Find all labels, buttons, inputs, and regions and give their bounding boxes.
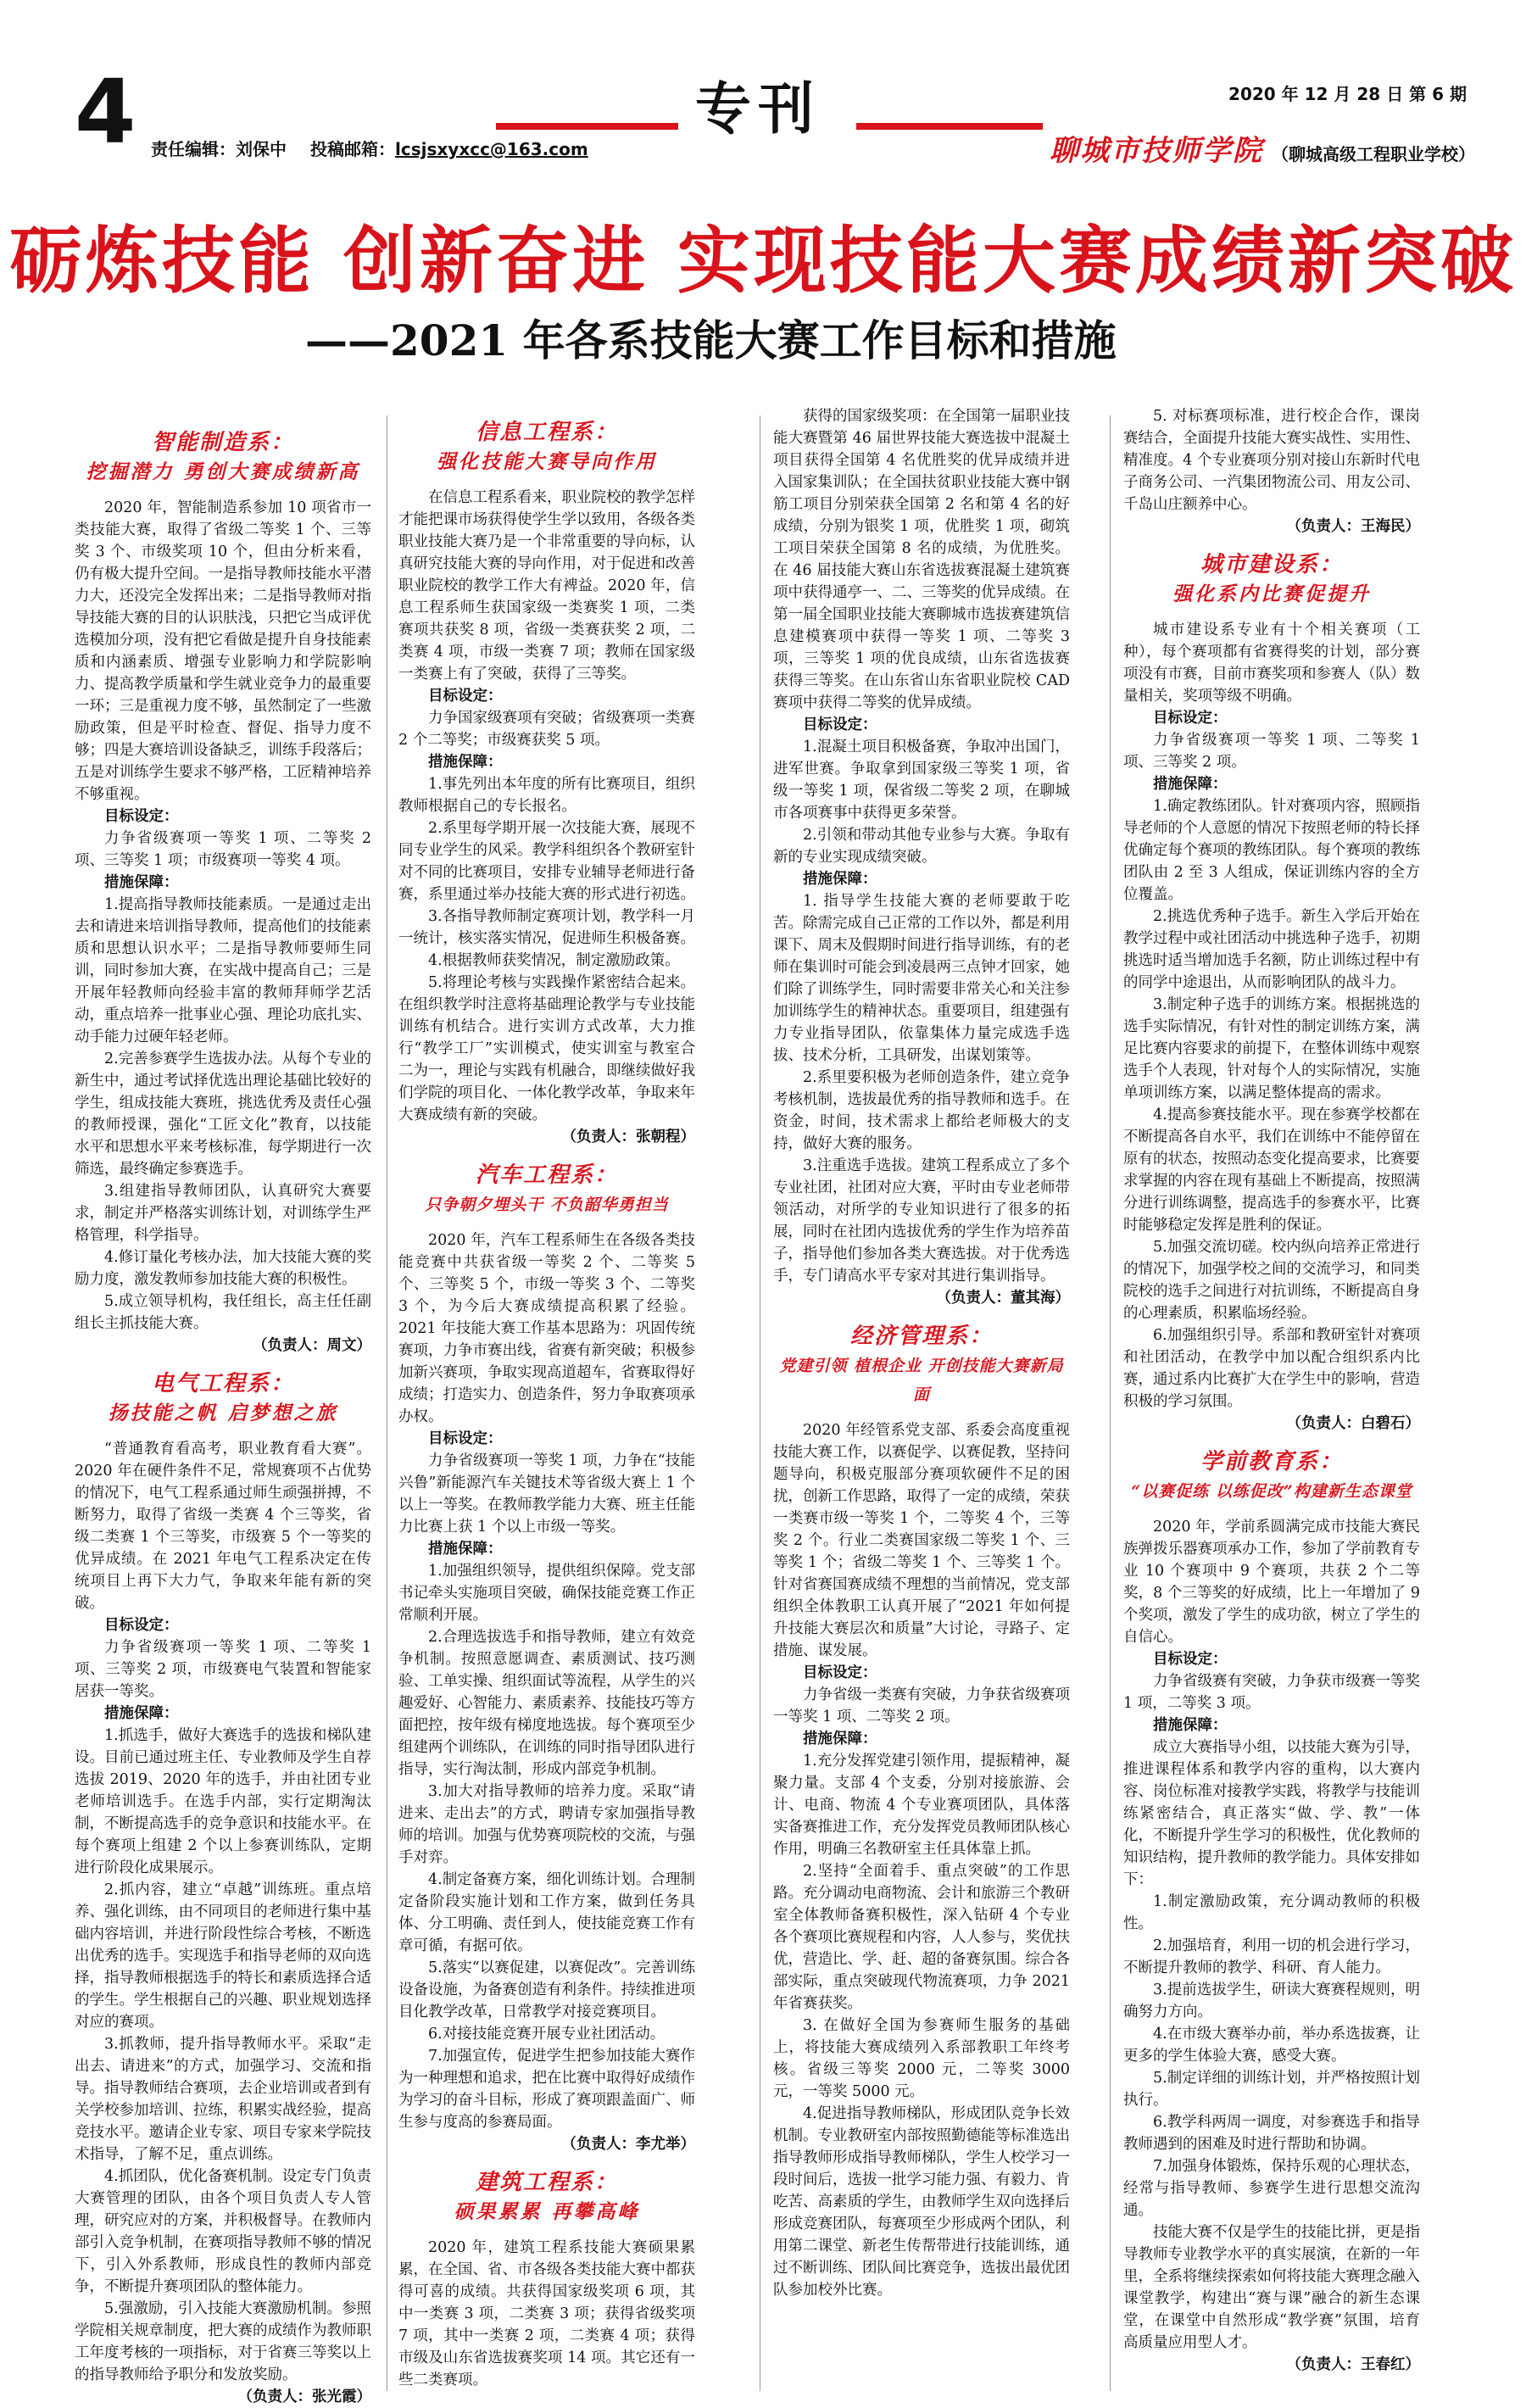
school-subname: （聊城高级工程职业学校） xyxy=(1272,144,1475,164)
paragraph: （负责人：董其海） xyxy=(936,1290,1070,1307)
paragraph: 目标设定： xyxy=(428,1430,503,1447)
paragraph: 1.充分发挥党建引领作用，提振精神，凝聚力量。支部 4 个支委，分别对接旅游、会计、电商、物流 4 个专业赛项团队，具体落实备赛推进工作，充分发挥党员教师团队核心作用，明确三名教研室主任具体靠上抓。 xyxy=(773,1753,1070,1858)
paragraph: 技能大赛不仅是学生的技能比拼，更是指导教师专业教学水平的真实展演，在新的一年里，全系将继续探索如何将技能大赛理念融入课堂教学，构建出“赛与课”融合的新生态课堂，在课堂中自然形成“教学赛”氛围，培育高质量应用型人才。 xyxy=(1123,2224,1420,2351)
paragraph: 力争省级赛项一等奖 1 项、二等奖 2 项、三等奖 1 项；市级赛项一等奖 4 项。 xyxy=(75,830,371,869)
school-banner xyxy=(1050,127,1475,169)
paragraph: 1.事先列出本年度的所有比赛项目，组织教师根据自己的专长报名。 xyxy=(398,776,695,815)
department-slogan: 扬技能之帆 启梦想之旅 xyxy=(108,1402,338,1424)
paragraph: 2.坚持“全面着手、重点突破”的工作思路。充分调动电商物流、会计和旅游三个教研室全体教师备赛积极性，深入钻研 4 个专业各个赛项比赛规程和内容，人人参与，奖优扶优，营造比、学、赶、超的备赛氛围。综合各部实际，重点突破现代物流赛项，力争 2021 年省赛获奖。 xyxy=(773,1863,1070,2012)
issue-date: 2020 年 12 月 28 日 第 6 期 xyxy=(1228,84,1467,104)
paragraph: （负责人：王春红） xyxy=(1286,2356,1420,2373)
paragraph: 5.将理论考核与实践操作紧密结合起来。在组织教学时注意将基础理论教学与专业技能训练有机结合。进行实训方式改革，大力推行“教学工厂”实训模式，使实训室与教室合二为一，理论与实践有机融合，即继续做好我们学院的项目化、一体化教学改革，争取来年大赛成绩有新的突破。 xyxy=(398,974,695,1123)
paragraph: 措施保障： xyxy=(803,871,877,888)
paragraph: 力争国家级赛项有突破；省级赛项一类赛 2 个二等奖；市级赛获奖 5 项。 xyxy=(398,710,695,749)
department-name: 建筑工程系： xyxy=(475,2170,618,2195)
paragraph: 2.合理选拔选手和指导教师，建立有效竞争机制。按照意愿调查、素质测试、技巧测验、工单实操、组织面试等流程，从学生的兴趣爱好、心智能力、素质素养、技能技巧等方面把控，按年级有梯度地选拔。每个赛项至少组建两个训练队，在训练的同时指导团队进行指导，实行淘汰制，形成内部竞争机制。 xyxy=(398,1629,695,1778)
paragraph: 2.系里要积极为老师创造条件，建立竞争考核机制，选拔最优秀的指导教师和选手。在资金，时间，技术需求上都给老师极大的支持，做好大赛的服务。 xyxy=(773,1069,1070,1152)
page-number: 4 xyxy=(75,60,136,164)
paragraph: 力争省级一类赛有突破，力争获省级赛项一等奖 1 项、二等奖 2 项。 xyxy=(773,1686,1070,1725)
section-heading xyxy=(1123,1446,1420,1506)
department-name: 学前教育系： xyxy=(1200,1449,1343,1474)
paragraph: 2020 年，智能制造系参加 10 项省市一类技能大赛，取得了省级二等奖 1 个、三等奖 3 个、市级奖项 10 个，但由分析来看，仍有极大提升空间。一是指导教师技能水平潜力大，还没完全发挥出来；二是指导教师对指导技能大赛的目的认识肤浅，只把它当成评优选模加分项，没有把它看做是提升自身技能素质和内涵素质、增强专业影响力和学院影响力、提高教学质量和学生就业竞争力的最重要一环；三是重视力度不够，虽然制定了一些激励政策，但是平时检查、督促、指导力度不够；四是大赛培训设备缺乏，训练手段落后；五是对训练学生要求不够严格，工匠精神培养不够重视。 xyxy=(75,499,371,803)
paragraph: 6.教学科两周一调度，对参赛选手和指导教师遇到的困难及时进行帮助和协调。 xyxy=(1123,2114,1420,2153)
article xyxy=(1123,549,1420,1435)
department-slogan: “以赛促练 以练促改”构建新生态课堂 xyxy=(1131,1482,1412,1501)
paragraph: 7.加强宣传，促进学生把参加技能大赛作为一种理想和追求，把在比赛中取得好成绩作为学习的奋斗目标，形成了赛项跟盖面广、师生参与度高的参赛局面。 xyxy=(398,2048,695,2131)
paragraph: 6.对接技能竞赛开展专业社团活动。 xyxy=(428,2026,666,2043)
paragraph: 5.成立领导机构，我任组长，高主任任副组长主抓技能大赛。 xyxy=(75,1293,371,1332)
paragraph: 2.完善参赛学生选拔办法。从每个专业的新生中，通过考试择优选出理论基础比较好的学生，组成技能大赛班，挑选优秀及责任心强的教师授课，强化“工匠文化”教育，以技能水平和思想水平来考核标准，每学期进行一次筛选，最终确定参赛选手。 xyxy=(75,1051,371,1178)
article xyxy=(75,1368,371,2408)
department-slogan: 只争朝夕埋头干 不负韶华勇担当 xyxy=(425,1196,669,1214)
section-heading xyxy=(75,427,371,487)
masthead-rule-left xyxy=(496,123,678,130)
paragraph: 4.修订量化考核办法，加大技能大赛的奖励力度，激发教师参加技能大赛的积极性。 xyxy=(75,1249,371,1288)
paragraph: 力争省级赛项一等奖 1 项，力争在“技能兴鲁”新能源汽车关键技术等省级大赛上 1 个以上一等奖。在教师教学能力大赛、班主任能力比赛上获 1 个以上市级一等奖。 xyxy=(398,1452,695,1536)
section-heading xyxy=(398,417,695,477)
column-3 xyxy=(773,405,1070,2381)
department-name: 智能制造系： xyxy=(151,430,294,455)
paragraph: 城市建设系专业有十个相关赛项（工种），每个赛项都有省赛得奖的计划，部分赛项没有市赛，目前市赛奖项和参赛人（队）数量相关，奖项等级不明确。 xyxy=(1123,622,1420,705)
paragraph: 5.加强交流切磋。校内纵向培养正常进行的情况下，加强学校之间的交流学习，和同类院校的选手之间进行对抗训练，不断提高自身的心理素质，积累临场经验。 xyxy=(1123,1239,1420,1322)
paragraph: 2020 年，学前系圆满完成市技能大赛民族弹拨乐器赛项承办工作，参加了学前教育专业 10 个赛项中 9 个赛项，共获 2 个二等奖，8 个三等奖的好成绩，比上一年增加了 9 个奖项，激发了学生的成功欲，树立了学生的自信心。 xyxy=(1123,1519,1420,1646)
department-slogan: 党建引领 植根企业 开创技能大赛新局面 xyxy=(779,1357,1064,1404)
paragraph: 2.挑选优秀种子选手。新生入学后开始在教学过程中或社团活动中挑选种子选手，初期挑选时适当增加选手名额，防止训练过程中有的同学中途退出，从而影响团队的战斗力。 xyxy=(1123,908,1420,991)
department-name: 经济管理系： xyxy=(849,1324,993,1349)
paragraph: 3.制定种子选手的训练方案。根据挑选的选手实际情况，有针对性的制定训练方案，满足比赛内容要求的前提下，在整体训练中观察选手个人表现，针对每个人的实际情况，实施单项训练方案，以满足整体提高的需求。 xyxy=(1123,996,1420,1101)
paragraph: 3.提前选拔学生，研读大赛赛程规则，明确努力方向。 xyxy=(1123,1982,1420,2021)
article xyxy=(398,2167,695,2391)
paragraph: （负责人：李尤举） xyxy=(561,2136,695,2153)
editor-line xyxy=(151,136,588,160)
paragraph: 4.在市级大赛举办前，举办系选拔赛，让更多的学生体验大赛，感受大赛。 xyxy=(1123,2026,1420,2065)
paragraph: 成立大赛指导小组，以技能大赛为引导，推进课程体系和教学内容的重构，以大赛内容、岗位标准对接教学实践，将教学与技能训练紧密结合，真正落实“做、学、教”一体化，不断提升学生学习的积极性，优化教师的知识结构，提升教师的教学能力。具体安排如下： xyxy=(1123,1739,1420,1888)
column-4 xyxy=(1123,405,1420,2381)
paragraph: 2.引领和带动其他专业参与大赛。争取有新的专业实现成绩突破。 xyxy=(773,827,1070,866)
paragraph: 5. 对标赛项标准，进行校企合作，课岗赛结合，全面提升技能大赛实战性、实用性、精准度。4 个专业赛项分别对接山东新时代电子商务公司、一汽集团物流公司、用友公司、千岛山庄额养中心。 xyxy=(1123,408,1420,513)
department-slogan: 硕果累累 再攀高峰 xyxy=(454,2200,640,2223)
section-heading xyxy=(398,2167,695,2227)
paragraph: 措施保障： xyxy=(428,754,503,771)
paragraph: 措施保障： xyxy=(1153,1717,1228,1734)
section-heading xyxy=(75,1368,371,1428)
paragraph: 2.系里每学期开展一次技能大赛，展现不同专业学生的风采。教学科组织各个教研室针对不同的比赛项目，安排专业辅导老师进行备赛，系里通过举办技能大赛的形式进行初选。 xyxy=(398,820,695,903)
paragraph: 目标设定： xyxy=(803,1664,877,1681)
section-heading xyxy=(398,1160,695,1219)
paragraph: 2.加强培育，利用一切的机会进行学习，不断提升教师的教学、科研、育人能力。 xyxy=(1123,1937,1420,1976)
paragraph: 目标设定： xyxy=(428,688,503,705)
paragraph: 4.提高参赛技能水平。现在参赛学校都在不断提高各自水平，我们在训练中不能停留在原有的状态，按照动态变化提高要求，比赛要求掌握的内容在现有基础上不断提高，按照满分进行训练调整，提高选手的参赛水平，比赛时能够稳定发挥是胜利的保证。 xyxy=(1123,1106,1420,1234)
paragraph: （负责人：张光霞） xyxy=(237,2388,371,2405)
paragraph: 1. 指导学生技能大赛的老师要敢于吃苦。除需完成自己正常的工作以外，都是利用课下、周末及假期时间进行指导训练，有的老师在集训时可能会到凌晨两三点钟才回家，她们除了训练学生，同时需要非常关心和关注参加训练学生的精神状态。重要项目，组建强有力专业指导团队，依靠集体力量完成选手选拔、技术分析，工具研发，出谋划策等。 xyxy=(773,893,1070,1064)
paragraph: 1.抓选手，做好大赛选手的选拔和梯队建设。目前已通过班主任、专业教师及学生自荐选拔 2019、2020 年的选手，并由社团专业老师培训选手。在选手内部，实行定期淘汰制，不断提高选手的竞争意识和技能水平。在每个赛项上组建 2 个以上参赛训练队，定期进行阶段化成果展示。 xyxy=(75,1727,371,1876)
paragraph: 4.根据教师获奖情况，制定激励政策。 xyxy=(428,952,680,969)
column-divider xyxy=(1110,415,1111,2391)
department-name: 电气工程系： xyxy=(151,1371,294,1396)
paragraph: 1.加强组织领导，提供组织保障。党支部书记牵头实施项目突破，确保技能竞赛工作正常顺利开展。 xyxy=(398,1563,695,1624)
article xyxy=(75,427,371,1357)
paragraph: （负责人：张朝程） xyxy=(561,1129,695,1145)
paragraph: 力争省级赛项一等奖 1 项、二等奖 1 项、三等奖 2 项，市级赛电气装置和智能家居获一等奖。 xyxy=(75,1639,371,1700)
paragraph: 5.强激励，引入技能大赛激励机制。参照学院相关规章制度，把大赛的成绩作为教师职工年度考核的一项指标，对于省赛三等奖以上的指导教师给予职分和发放奖励。 xyxy=(75,2300,371,2383)
subheadline: ——2021 年各系技能大赛工作目标和措施 xyxy=(305,315,1117,365)
paragraph: 3.抓教师，提升指导教师水平。采取“走出去、请进来”的方式，加强学习、交流和指导。指导教师结合赛项，去企业培训或者到有关学校参加培训、拉练，积累实战经验，提高竞技水平。邀请企业专家、项目专家来学院技术指导，了解不足，重点训练。 xyxy=(75,2036,371,2163)
section-heading xyxy=(773,1321,1070,1409)
masthead xyxy=(0,0,1526,174)
section-heading xyxy=(1123,549,1420,609)
article-continued xyxy=(773,405,1070,1309)
headline: 砺炼技能 创新奋进 实现技能大赛成绩新突破 xyxy=(9,219,1517,304)
article xyxy=(773,1321,1070,2301)
paragraph: 目标设定： xyxy=(104,808,179,825)
paragraph: 2020 年，汽车工程系师生在各级各类技能竞赛中共获省级一等奖 2 个、二等奖 5 个、三等奖 5 个，市级一等奖 3 个、二等奖 3 个，为今后大赛成绩提高积累了经验。2021 年技能大赛工作基本思路为：巩固传统赛项，力争市赛出线，省赛有新突破；积极参加新兴赛项，争取实现高道超车，省赛取得好成绩；打造实力、创造条件，努力争取赛项承办权。 xyxy=(398,1232,695,1425)
department-name: 城市建设系： xyxy=(1200,552,1343,577)
department-name: 汽车工程系： xyxy=(475,1162,618,1188)
paragraph: 目标设定： xyxy=(803,716,877,733)
paragraph: 5.制定详细的训练计划，并严格按照计划执行。 xyxy=(1123,2070,1420,2109)
paragraph: 1.混凝土项目积极备赛，争取冲出国门，进军世赛。争取拿到国家级三等奖 1 项，省级一等奖 1 项，保省级二等奖 2 项，在聊城市各项赛事中获得更多荣誉。 xyxy=(773,739,1070,822)
paragraph: 4.制定备赛方案，细化训练计划。合理制定备阶段实施计划和工作方案，做到任务具体、分工明确、责任到人，使技能竞赛工作有章可循，有据可依。 xyxy=(398,1871,695,1954)
paragraph: （负责人：周文） xyxy=(253,1337,371,1354)
department-slogan: 挖掘潜力 勇创大赛成绩新高 xyxy=(86,460,360,483)
column-1 xyxy=(75,415,371,2405)
paragraph: 7.加强身体锻炼，保持乐观的心理状态，经常与指导教师、参赛学生进行思想交流沟通。 xyxy=(1123,2158,1420,2219)
paragraph: 4.抓团队，优化备赛机制。设定专门负责大赛管理的团队，由各个项目负责人专人管理，研究应对的方案，并积极督导。在教师内部引入竞争机制，在赛项指导教师不够的情况下，引入外系教师，形成良性的教师内部竞争，不断提升赛项团队的整体能力。 xyxy=(75,2168,371,2295)
paragraph: 2020 年，建筑工程系技能大赛硕果累累，在全国、省、市各级各类技能大赛中都获得可喜的成绩。共获得国家级奖项 6 项，其中一类赛 3 项，二类赛 3 项；获得省级奖项 7 项，其中一类赛 2 项，二类赛 4 项；获得市级及山东省选拔赛奖项 14 项。其它还有一些二类赛项。 xyxy=(398,2239,695,2388)
department-slogan: 强化技能大赛导向作用 xyxy=(437,450,657,473)
editor: 责任编辑：刘保中 xyxy=(151,139,287,159)
paragraph: 获得的国家级奖项：在全国第一届职业技能大赛暨第 46 届世界技能大赛选拔中混凝土项目获得全国第 4 名优胜奖的优异成绩并进入国家集训队；在全国扶贫职业技能大赛中钢筋工项目分别荣获全国第 2 名和第 4 名的好成绩，分别为银奖 1 项，优胜奖 1 项，砌筑工项目荣获全国第 8 名的成绩，为优胜奖。在 46 届技能大赛山东省选拔赛混凝土建筑赛项中获得通亭一、二、三等奖的优异成绩。在第一届全国职业技能大赛聊城市选拔赛建筑信息建模赛项中获得一等奖 1 项、二等奖 3 项，三等奖 1 项的优良成绩，山东省选拔赛获得三等奖。在山东省山东省职业院校 CAD 赛项中获得二等奖的优异成绩。 xyxy=(773,408,1070,711)
paragraph: 措施保障： xyxy=(104,874,179,891)
paragraph: 力争省级赛有突破，力争获市级赛一等奖 1 项，二等奖 3 项。 xyxy=(1123,1673,1420,1712)
paragraph: 目标设定： xyxy=(1153,710,1228,727)
paragraph: 4.促进指导教师梯队，形成团队竞争长效机制。专业教研室内部按照勤德能等标准选出指导教师形成指导教师梯队，学生人校学习一段时间后，选拔一批学习能力强、有毅力、肯吃苦、高素质的学生，由教师学生双向选择后形成竞赛团队，每赛项至少形成两个团队，利用第二课堂、新老生传帮带进行技能训练，通过不断训练、团队间比赛竞争，选拔出最优团队参加校外比赛。 xyxy=(773,2105,1070,2299)
article xyxy=(398,417,695,1148)
email: lcsjsxyxcc@163.com xyxy=(395,139,588,159)
paragraph: 2020 年经管系党支部、系委会高度重视技能大赛工作，以赛促学、以赛促教，坚持问题导向，积极克服部分赛项软硬件不足的困扰，创新工作思路，取得了一定的成绩，荣获一类赛市级一等奖 1 个，二等奖 4 个，三等奖 2 个。行业二类赛国家级二等奖 1 个、三等奖 1 个；省级二等奖 1 个、三等奖 1 个。针对省赛国赛成绩不理想的当前情况，党支部组织全体教职工认真开展了“2021 年如何提升技能大赛层次和质量”大讨论，寻路子、定措施、谋发展。 xyxy=(773,1422,1070,1659)
article xyxy=(1123,1446,1420,2376)
article-continued xyxy=(1123,405,1420,538)
paragraph: 目标设定： xyxy=(1153,1651,1228,1668)
paragraph: 措施保障： xyxy=(1153,776,1228,793)
paragraph: 5.落实“以赛促建，以赛促改”。完善训练设备设施，为备赛创造有利条件。持续推进项目化教学改革，日常教学对接竞赛项目。 xyxy=(398,1959,695,2021)
paragraph: 目标设定： xyxy=(104,1617,179,1634)
paragraph: 6.加强组织引导。系部和教研室针对赛项和社团活动，在教学中加以配合组织系内比赛，通过系内比赛扩大在学生中的影响，营造积极的学习氛围。 xyxy=(1123,1327,1420,1410)
paragraph: 在信息工程系看来，职业院校的教学怎样才能把课市场获得使学生学以致用，各级各类职业技能大赛乃是一个非常重要的导向标，认真研究技能大赛的导向作用，对于促进和改善职业院校的教学工作大有裨益。2020 年，信息工程系师生获国家级一类赛奖 1 项，二类赛项共获奖 8 项，省级一类赛获奖 2 项，二类赛 4 项，市级一类赛 7 项；教师在国家级一类赛上有了突破，获得了三等奖。 xyxy=(398,489,695,683)
article xyxy=(398,1160,695,2155)
paragraph: 措施保障： xyxy=(428,1541,503,1558)
paragraph: 3.各指导教师制定赛项计划，教学科一月一统计，核实落实情况，促进师生积极备赛。 xyxy=(398,908,695,947)
paragraph: 3.组建指导教师团队，认真研究大赛要求，制定并严格落实训练计划，对训练学生严格管理，科学指导。 xyxy=(75,1183,371,1244)
masthead-rule-right xyxy=(856,123,1043,130)
paragraph: 1.制定激励政策，充分调动教师的积极性。 xyxy=(1123,1893,1420,1932)
paragraph: 措施保障： xyxy=(803,1731,877,1747)
paragraph: 1.确定教练团队。针对赛项内容，照顾指导老师的个人意愿的情况下按照老师的特长择优确定每个赛项的教练团队。每个赛项的教练团队由 2 至 3 人组成，保证训练内容的全方位覆盖。 xyxy=(1123,798,1420,903)
section-title: 专刊 xyxy=(695,76,821,142)
school-name: 聊城市技师学院 xyxy=(1050,134,1263,168)
paragraph: （负责人：王海民） xyxy=(1286,518,1420,535)
column-2 xyxy=(398,405,695,2388)
department-name: 信息工程系： xyxy=(475,420,618,445)
department-slogan: 强化系内比赛促提升 xyxy=(1172,582,1371,605)
paragraph: 3. 在做好全国为参赛师生服务的基础上，将技能大赛成绩列入系部教职工年终考核。省级三等奖 2000 元，二等奖 3000 元，一等奖 5000 元。 xyxy=(773,2017,1070,2100)
paragraph: 3.注重选手选拔。建筑工程系成立了多个专业社团，社团对应大赛，平时由专业老师带领活动，对所学的专业知识进行了很多的拓展，同时在社团内选拔优秀的学生作为培养苗子，指导他们参加各类大赛选拔。对于优秀选手，专门请高水平专家对其进行集训指导。 xyxy=(773,1157,1070,1285)
paragraph: 1.提高指导教师技能素质。一是通过走出去和请进来培训指导教师，提高他们的技能素质和思想认识水平；二是指导教师要师生同训，同时参加大赛，在实战中提高自己；三是开展年轻教师向经验丰富的教师拜师学艺活动，重点培养一批事业心强、理论功底扎实、动手能力过硬年轻老师。 xyxy=(75,896,371,1045)
paragraph: （负责人：白碧石） xyxy=(1286,1415,1420,1432)
paragraph: 3.加大对指导教师的培养力度。采取“请进来、走出去”的方式，聘请专家加强指导教师的培训。加强与优势赛项院校的交流，与强手对弈。 xyxy=(398,1783,695,1866)
paragraph: “普通教育看高考，职业教育看大赛”。2020 年在硬件条件不足，常规赛项不占优势的情况下，电气工程系通过师生顽强拼搏，不断努力，取得了省级一类赛 4 个三等奖，省级二类赛 1 个三等奖，市级赛 5 个一等奖的优异成绩。在 2021 年电气工程系决定在传统项目上再下大力气，争取来年能有新的突破。 xyxy=(75,1441,371,1612)
paragraph: 力争省级赛项一等奖 1 项、二等奖 1 项、三等奖 2 项。 xyxy=(1123,732,1420,771)
paragraph: 2.抓内容，建立“卓越”训练班。重点培养、强化训练，由不同项目的老师进行集中基础内容培训，并进行阶段性综合考核，不断选出优秀的选手。实现选手和指导老师的双向选择，指导教师根据选手的特长和素质选择合适的学生。学生根据自己的兴趣、职业规划选择对应的赛项。 xyxy=(75,1881,371,2031)
email-label: 投稿邮箱： xyxy=(310,139,395,159)
paragraph: 措施保障： xyxy=(104,1705,179,1722)
